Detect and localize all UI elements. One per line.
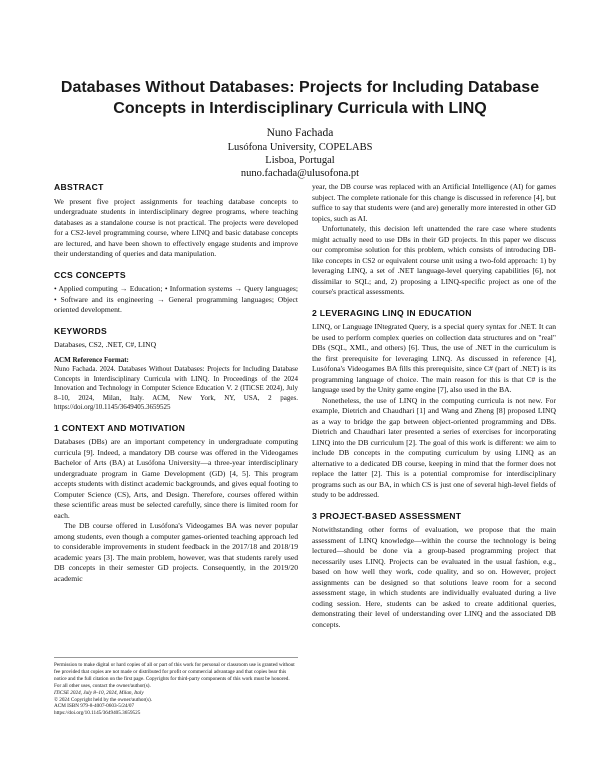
author-affiliation: Lusófona University, COPELABS <box>227 142 373 153</box>
section-3-paragraph-1: Notwithstanding other forms of evaluation, we propose that the main assessment of LINQ knowledge—within the course the technology is being lectured—should be done via a group-based programming project that necessarily uses LINQ. Projects can be evaluated in the usual fashion, e.g., based on how well they work, code quality, and so on. However, project assignments can be designed so that solutions leave room for a second assessment stage, in which students are individually evaluated during a live coding session. Here, students can be asked to create additional queries, demonstrating their level of understanding over LINQ and the associated DB concepts. <box>312 525 556 629</box>
permission-text: Permission to make digital or hard copies of all or part of this work for personal or classroom use is granted without fee provided that copies are not made or distributed for profit or commercial advantage and that copies bear this notice and the full citation on the first page. Copyrights for third-party components of this work must be honored. For all other uses, contact the owner/author(s). <box>54 662 295 689</box>
section-3-heading: 3 PROJECT-BASED ASSESSMENT <box>312 510 462 521</box>
ccs-heading: CCS CONCEPTS <box>54 269 126 280</box>
isbn-line: ACM ISBN 979-8-4007-0603-5/24/07 <box>54 703 135 710</box>
section-1-paragraph-2: The DB course offered in Lusófona's Videogames BA was never popular among students, even though a computer games-oriented teaching approach led to considerable improvements in student feedback in the 2017/18 and 2018/19 academic years [3]. The main problem, however, was that students rarely used DB concepts in their semester GD projects. Consequently, in the 2019/20 academic <box>54 521 298 583</box>
left-column <box>54 182 298 584</box>
author-email: nuno.fachada@ulusofona.pt <box>240 168 360 179</box>
author-location: Lisboa, Portugal <box>265 155 335 166</box>
section-2-heading: 2 LEVERAGING LINQ IN EDUCATION <box>312 307 472 318</box>
venue-line: ITiCSE 2024, July 8–10, 2024, Milan, Italy <box>54 689 144 696</box>
title-line-2: Concepts in Interdisciplinary Curricula with LINQ <box>113 100 487 117</box>
paper-title <box>30 77 570 119</box>
section-1-heading: 1 CONTEXT AND MOTIVATION <box>54 422 186 433</box>
keywords-heading: KEYWORDS <box>54 325 108 336</box>
acm-reference-text: Nuno Fachada. 2024. Databases Without Databases: Projects for Including Database Concepts in Interdisciplinary Curricula with LINQ. In Proceedings of the 2024 Innovation and Technology in Computer Science Education V. 2 (ITiCSE 2024), July 8–10, 2024, Milan, Italy. ACM, New York, NY, USA, 2 pages. https://doi.org/10.1145/3649405.3659525 <box>54 365 298 412</box>
author-name: Nuno Fachada <box>266 127 334 139</box>
keywords-text: Databases, CS2, .NET, C#, LINQ <box>54 340 157 349</box>
section-2-paragraph-1: LINQ, or Language INtegrated Query, is a special query syntax for .NET. It can be used to perform complex queries on collection data structures and on "real" DBs (SQL, XML, and others) [6]. Thus, the use of .NET in the curriculum is the first prerequisite for leveraging LINQ. As discussed in reference [4], Lusófona's Videogames BA fills this prerequisite, since C# (part of .NET) is its programming language of choice. The main reason for this is that C# is the language used by the Unity game engine [7], also used in the BA. <box>312 322 556 394</box>
section-1-paragraph-3: year, the DB course was replaced with an Artificial Intelligence (AI) for games subject. The complete rationale for this change is discussed in reference [4], but suffice to say that students were (and are) generally more interested in other GD topics, such as AI. <box>312 182 556 223</box>
section-1-paragraph-1: Databases (DBs) are an important competency in undergraduate computing curricula [9]. Indeed, a mandatory DB course was offered in the Videogames Bachelor of Arts (BA) at Lusófona University—a three-year interdisciplinary undergraduate program in Game Development (GD) [4, 5]. This program accepts students with distinct academic backgrounds, and gives equal footing to Computer Science (CS), Arts, and Design. Therefore, courses offered within these scientific areas must be selected carefully, since there is limited room for each. <box>54 437 298 520</box>
right-column <box>312 182 556 630</box>
author-block <box>0 127 600 180</box>
copyright-line: © 2024 Copyright held by the owner/author(s). <box>54 696 153 703</box>
section-2-paragraph-2: Nonetheless, the use of LINQ in the computing curricula is not new. For example, Dietrich and Chaudhari [1] and Wang and Zheng [8] proposed LINQ as a way to bridge the gap between object-oriented programming and DBs. Dietrich and Chaudhari later presented a series of exercises for incorporating LINQ into the DB curriculum [2]. The goal of this work is different: we aim to include DB concepts in the computing curriculum by using LINQ as an alternative to a dedicated DB course, keeping in mind that the former does not replace the latter [2]. This is a potential compromise for interdisciplinary programs such as our BA, in which CS is just one of several high-level fields of study to be addressed. <box>312 395 556 499</box>
permission-notice <box>54 657 298 717</box>
section-1-paragraph-4: Unfortunately, this decision left unattended the rare case where students might actually need to use DBs in their GD projects. In this paper we discuss our compromise solution for this problem, which consists of introducing DB-like concepts in CS2 or equivalent course unit using a two-fold approach: 1) by leveraging LINQ, a set of .NET language-level querying capabilities [6], not dissimilar to SQL; and, 2) proposing a LINQ-specific project as one of the course's practical assessments. <box>312 224 556 296</box>
title-line-1: Databases Without Databases: Projects for Including Database <box>60 79 540 96</box>
acm-reference-label: ACM Reference Format: <box>54 355 129 364</box>
abstract-heading: ABSTRACT <box>54 182 104 192</box>
doi-line: https://doi.org/10.1145/3649405.3659525 <box>54 710 141 717</box>
ccs-text: • Applied computing → Education; • Information systems → Query languages; • Software and its engineering → General programming languages; Object oriented development. <box>54 284 298 314</box>
abstract-text: We present five project assignments for teaching database concepts to undergraduate students in interdisciplinary degree programs, where teaching databases as a standalone course is not practical. The projects were developed for a CS2-level programming course, where LINQ and basic database concepts are lectured, and have been shown to effectively engage students and improve their understanding of queries and data manipulation. <box>54 196 298 258</box>
